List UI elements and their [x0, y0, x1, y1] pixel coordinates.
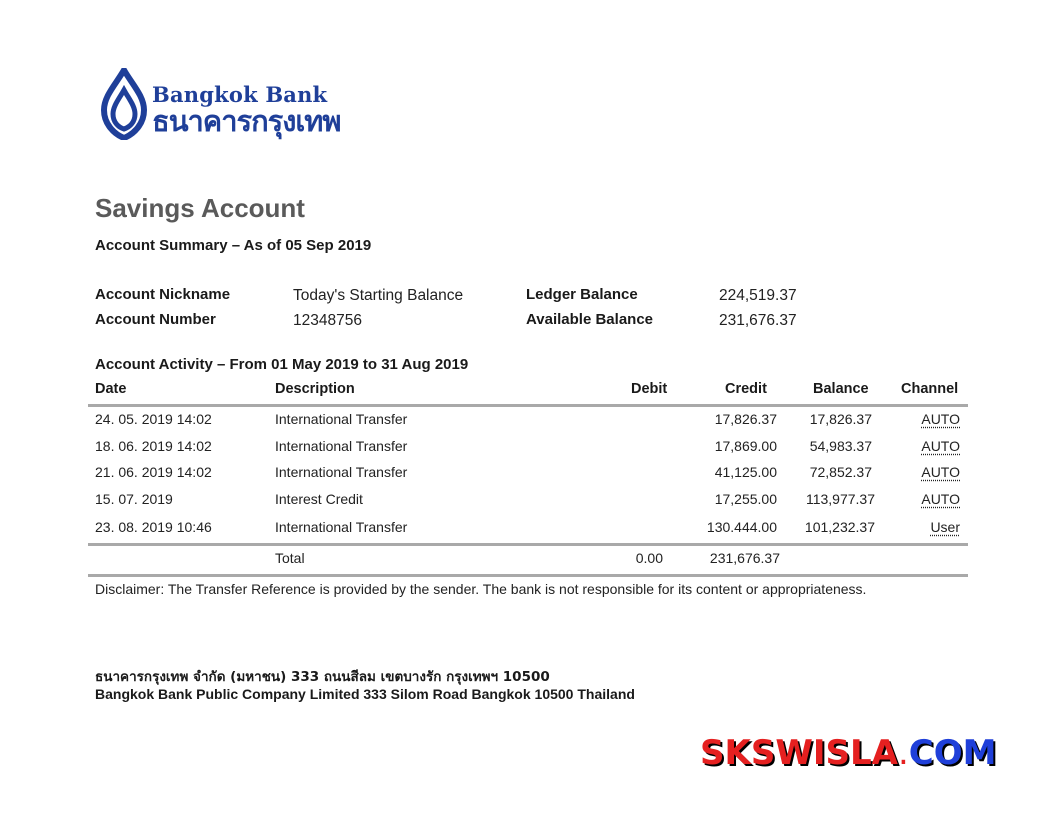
account-number-value: 12348756 [293, 312, 362, 329]
header-balance: Balance [813, 381, 869, 397]
summary-title: Account Summary – As of 05 Sep 2019 [95, 237, 372, 254]
activity-title: Account Activity – From 01 May 2019 to 31 Aug 2019 [95, 356, 469, 373]
disclaimer-text: Disclaimer: The Transfer Reference is provided by the sender. The bank is not responsible for its content or appropriateness. [95, 581, 867, 597]
total-label: Total [275, 550, 305, 566]
nickname-label: Account Nickname [95, 286, 231, 303]
row-credit: 17,869.00 [714, 438, 777, 454]
bank-name-en: Bangkok Bank [152, 82, 328, 107]
available-balance-label: Available Balance [526, 311, 654, 328]
row-channel-link[interactable]: User [930, 519, 960, 535]
header-debit: Debit [631, 381, 668, 397]
row-channel-link[interactable]: AUTO [921, 438, 960, 454]
bank-emblem-icon [100, 68, 152, 140]
bank-name-th: ธนาคารกรุงเทพ [152, 104, 341, 138]
row-credit: 17,826.37 [714, 411, 777, 427]
row-balance: 54,983.37 [809, 438, 872, 454]
table-total-rule [88, 543, 968, 546]
ledger-balance-value: 224,519.37 [719, 287, 797, 304]
row-channel-link[interactable]: AUTO [921, 491, 960, 507]
row-description: International Transfer [275, 464, 408, 480]
nickname-value: Today's Starting Balance [293, 287, 464, 304]
row-date: 23. 08. 2019 10:46 [95, 519, 212, 535]
total-credit: 231,676.37 [709, 550, 780, 566]
ledger-balance-label: Ledger Balance [526, 286, 638, 303]
table-header-rule [88, 404, 968, 407]
bank-logo [100, 68, 430, 140]
watermark-part2: COM [908, 733, 997, 773]
header-description: Description [275, 381, 355, 397]
page-title: Savings Account [95, 193, 305, 223]
row-description: International Transfer [275, 438, 408, 454]
row-date: 24. 05. 2019 14:02 [95, 411, 212, 427]
row-credit: 17,255.00 [714, 491, 777, 507]
footer-address-en: Bangkok Bank Public Company Limited 333 Silom Road Bangkok 10500 Thailand [95, 686, 635, 702]
row-description: International Transfer [275, 411, 408, 427]
row-channel-link[interactable]: AUTO [921, 411, 960, 427]
row-date: 18. 06. 2019 14:02 [95, 438, 212, 454]
table-bottom-rule [88, 574, 968, 577]
total-debit: 0.00 [635, 550, 663, 566]
watermark-part1: SKSWISLA [700, 733, 898, 773]
row-date: 15. 07. 2019 [95, 491, 173, 507]
row-balance: 72,852.37 [809, 464, 872, 480]
header-channel: Channel [901, 381, 959, 397]
row-balance: 113,977.37 [805, 491, 875, 507]
row-balance: 101,232.37 [804, 519, 875, 535]
row-balance: 17,826.37 [809, 411, 872, 427]
row-description: Interest Credit [275, 491, 363, 507]
account-number-label: Account Number [95, 311, 216, 328]
watermark-dot: . [897, 733, 909, 773]
available-balance-value: 231,676.37 [719, 312, 797, 329]
row-channel-link[interactable]: AUTO [921, 464, 960, 480]
footer-address-th: ธนาคารกรุงเทพ จำกัด (มหาชน) 333 ถนนสีลม เขตบางรัก กรุงเทพฯ 10500 [95, 669, 550, 685]
row-credit: 41,125.00 [714, 464, 777, 480]
header-credit: Credit [725, 381, 767, 397]
row-description: International Transfer [275, 519, 408, 535]
row-credit: 130.444.00 [706, 519, 777, 535]
header-date: Date [95, 381, 127, 397]
row-date: 21. 06. 2019 14:02 [95, 464, 212, 480]
site-watermark [700, 733, 996, 773]
